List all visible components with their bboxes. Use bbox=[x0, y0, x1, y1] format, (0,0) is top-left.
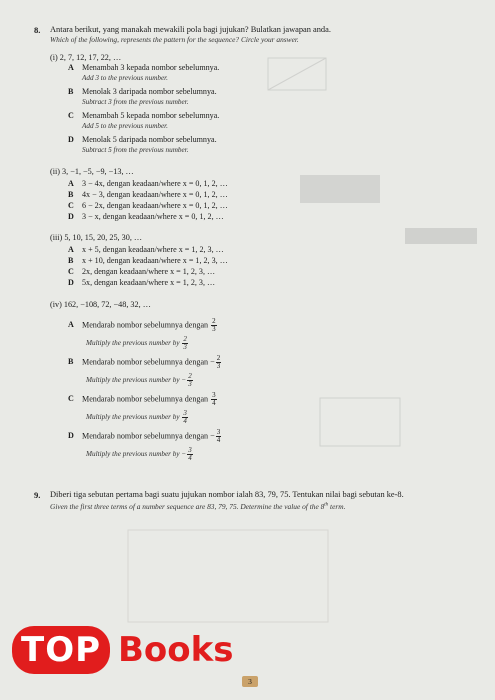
option-text: Mendarab nombor sebelumnya dengan bbox=[82, 431, 209, 441]
part-iv-option-b-english bbox=[86, 373, 194, 388]
part-iv-option-a-english bbox=[86, 336, 189, 351]
option-letter: B bbox=[68, 87, 74, 96]
watermark-books-text: Books bbox=[118, 630, 234, 670]
option-text: x + 10, dengan keadaan/where x = 1, 2, 3, … bbox=[82, 256, 228, 265]
part-i-option-b bbox=[68, 87, 217, 96]
option-text: 3 − 4x, dengan keadaan/where x = 0, 1, 2, … bbox=[82, 179, 228, 188]
fraction-numerator: 3 bbox=[188, 446, 192, 454]
part-ii-option-b bbox=[68, 190, 228, 199]
option-text: Menambah 3 kepada nombor sebelumnya. bbox=[82, 63, 220, 72]
option-letter: D bbox=[68, 431, 74, 441]
fraction-denominator: 3 bbox=[216, 362, 221, 370]
option-letter: C bbox=[68, 201, 74, 210]
fraction-numerator: 3 bbox=[183, 409, 187, 417]
fraction-numerator: 3 bbox=[212, 391, 216, 399]
option-text: Mendarab nombor sebelumnya dengan bbox=[82, 394, 209, 404]
option-text: Menambah 5 kepada nombor sebelumnya. bbox=[82, 111, 220, 120]
fraction-numerator: 2 bbox=[188, 372, 192, 380]
fraction-numerator: 2 bbox=[216, 354, 221, 362]
option-letter: D bbox=[68, 278, 74, 287]
fraction-denominator: 3 bbox=[212, 325, 216, 333]
watermark-top-badge: TOP bbox=[12, 626, 110, 674]
part-ii-option-a bbox=[68, 179, 228, 188]
part-i-option-a bbox=[68, 63, 219, 72]
option-letter: A bbox=[68, 179, 74, 188]
option-letter: D bbox=[68, 212, 74, 221]
question-9-english-end: term. bbox=[328, 502, 346, 512]
part-i-option-c bbox=[68, 111, 219, 120]
fraction bbox=[187, 373, 193, 388]
minus-sign: − bbox=[181, 376, 187, 385]
fraction-denominator: 3 bbox=[188, 380, 192, 388]
minus-sign: − bbox=[181, 450, 187, 459]
minus-sign: − bbox=[210, 357, 215, 367]
option-letter: B bbox=[68, 256, 74, 265]
part-i-option-c-english: Add 5 to the previous number. bbox=[82, 122, 168, 130]
option-letter: B bbox=[68, 190, 74, 199]
question-9-english-text: Given the first three terms of a number sequence are 83, 79, 75. Determine the value of the 8 bbox=[50, 502, 325, 512]
option-text: 6 − 2x, dengan keadaan/where x = 0, 1, 2, … bbox=[82, 201, 228, 210]
fraction bbox=[216, 429, 222, 444]
question-9-english bbox=[50, 502, 475, 511]
fraction-numerator: 2 bbox=[212, 317, 216, 325]
part-i-option-b-english: Subtract 3 from the previous number. bbox=[82, 98, 189, 106]
part-ii-sequence: (ii) 3, −1, −5, −9, −13, … bbox=[50, 167, 134, 176]
part-i-option-a-english: Add 3 to the previous number. bbox=[82, 74, 168, 82]
option-text: 2x, dengan keadaan/where x = 1, 2, 3, … bbox=[82, 267, 216, 276]
option-letter: A bbox=[68, 320, 74, 330]
part-iii-option-a bbox=[68, 245, 224, 254]
option-english-text: Multiply the previous number by bbox=[86, 339, 180, 348]
fraction-denominator: 4 bbox=[183, 417, 187, 425]
page-number: 3 bbox=[242, 676, 258, 687]
question-9-text bbox=[50, 490, 475, 511]
part-iii-option-b bbox=[68, 256, 228, 265]
part-ii-option-c bbox=[68, 201, 228, 210]
topbooks-watermark bbox=[12, 626, 234, 674]
option-letter: B bbox=[68, 357, 74, 367]
option-text: x + 5, dengan keadaan/where x = 1, 2, 3, … bbox=[82, 245, 224, 254]
ordinal-suffix: th bbox=[324, 502, 329, 508]
option-letter: C bbox=[68, 111, 74, 120]
minus-sign: − bbox=[210, 431, 215, 441]
part-i-option-d-english: Subtract 5 from the previous number. bbox=[82, 146, 189, 154]
part-iv-option-c-english bbox=[86, 410, 189, 425]
question-8-malay: Antara berikut, yang manakah mewakili pola bagi jujukan? Bulatkan jawapan anda. bbox=[50, 25, 331, 34]
fraction-denominator: 4 bbox=[212, 399, 216, 407]
part-iii-sequence: (iii) 5, 10, 15, 20, 25, 30, … bbox=[50, 233, 143, 242]
option-english-text: Multiply the previous number by bbox=[86, 413, 180, 422]
part-i-sequence: (i) 2, 7, 12, 17, 22, … bbox=[50, 53, 122, 62]
option-text: Menolak 5 daripada nombor sebelumnya. bbox=[82, 135, 217, 144]
option-letter: C bbox=[68, 267, 74, 276]
part-iii-option-d bbox=[68, 278, 215, 287]
fraction bbox=[211, 318, 217, 333]
part-iv-option-a bbox=[68, 318, 218, 333]
option-text: Mendarab nombor sebelumnya dengan bbox=[82, 357, 209, 367]
fraction-denominator: 4 bbox=[188, 454, 192, 462]
option-letter: A bbox=[68, 245, 74, 254]
part-iii-option-c bbox=[68, 267, 215, 276]
fraction-denominator: 4 bbox=[216, 436, 221, 444]
option-text: 5x, dengan keadaan/where x = 1, 2, 3, … bbox=[82, 278, 216, 287]
question-9-malay: Diberi tiga sebutan pertama bagi suatu jujukan nombor ialah 83, 79, 75. Tentukan nilai bagi sebutan ke-8. bbox=[50, 490, 404, 499]
fraction bbox=[182, 410, 188, 425]
option-english-text: Multiply the previous number by bbox=[86, 450, 180, 459]
question-8-text bbox=[50, 25, 470, 44]
part-i-option-d bbox=[68, 135, 217, 144]
fraction-denominator: 3 bbox=[183, 343, 187, 351]
option-letter: D bbox=[68, 135, 74, 144]
fraction-numerator: 3 bbox=[216, 428, 221, 436]
option-english-text: Multiply the previous number by bbox=[86, 376, 180, 385]
option-letter: A bbox=[68, 63, 74, 72]
option-letter: C bbox=[68, 394, 74, 404]
part-ii-option-d bbox=[68, 212, 224, 221]
option-text: 3 − x, dengan keadaan/where x = 0, 1, 2, … bbox=[82, 212, 224, 221]
part-iv-option-c bbox=[68, 392, 218, 407]
question-8-number: 8. bbox=[34, 25, 41, 35]
part-iv-option-d bbox=[68, 429, 222, 444]
part-iv-sequence: (iv) 162, −108, 72, −48, 32, … bbox=[50, 300, 151, 309]
option-text: 4x − 3, dengan keadaan/where x = 0, 1, 2, … bbox=[82, 190, 228, 199]
fraction bbox=[187, 447, 193, 462]
fraction bbox=[211, 392, 217, 407]
option-text: Menolak 3 daripada nombor sebelumnya. bbox=[82, 87, 217, 96]
option-text: Mendarab nombor sebelumnya dengan bbox=[82, 320, 209, 330]
part-iv-option-b bbox=[68, 355, 222, 370]
part-iv-option-d-english bbox=[86, 447, 194, 462]
question-8-english: Which of the following, represents the pattern for the sequence? Circle your answer. bbox=[50, 35, 299, 45]
fraction bbox=[216, 355, 222, 370]
question-9-number: 9. bbox=[34, 490, 41, 500]
fraction-numerator: 2 bbox=[183, 335, 187, 343]
fraction bbox=[182, 336, 188, 351]
